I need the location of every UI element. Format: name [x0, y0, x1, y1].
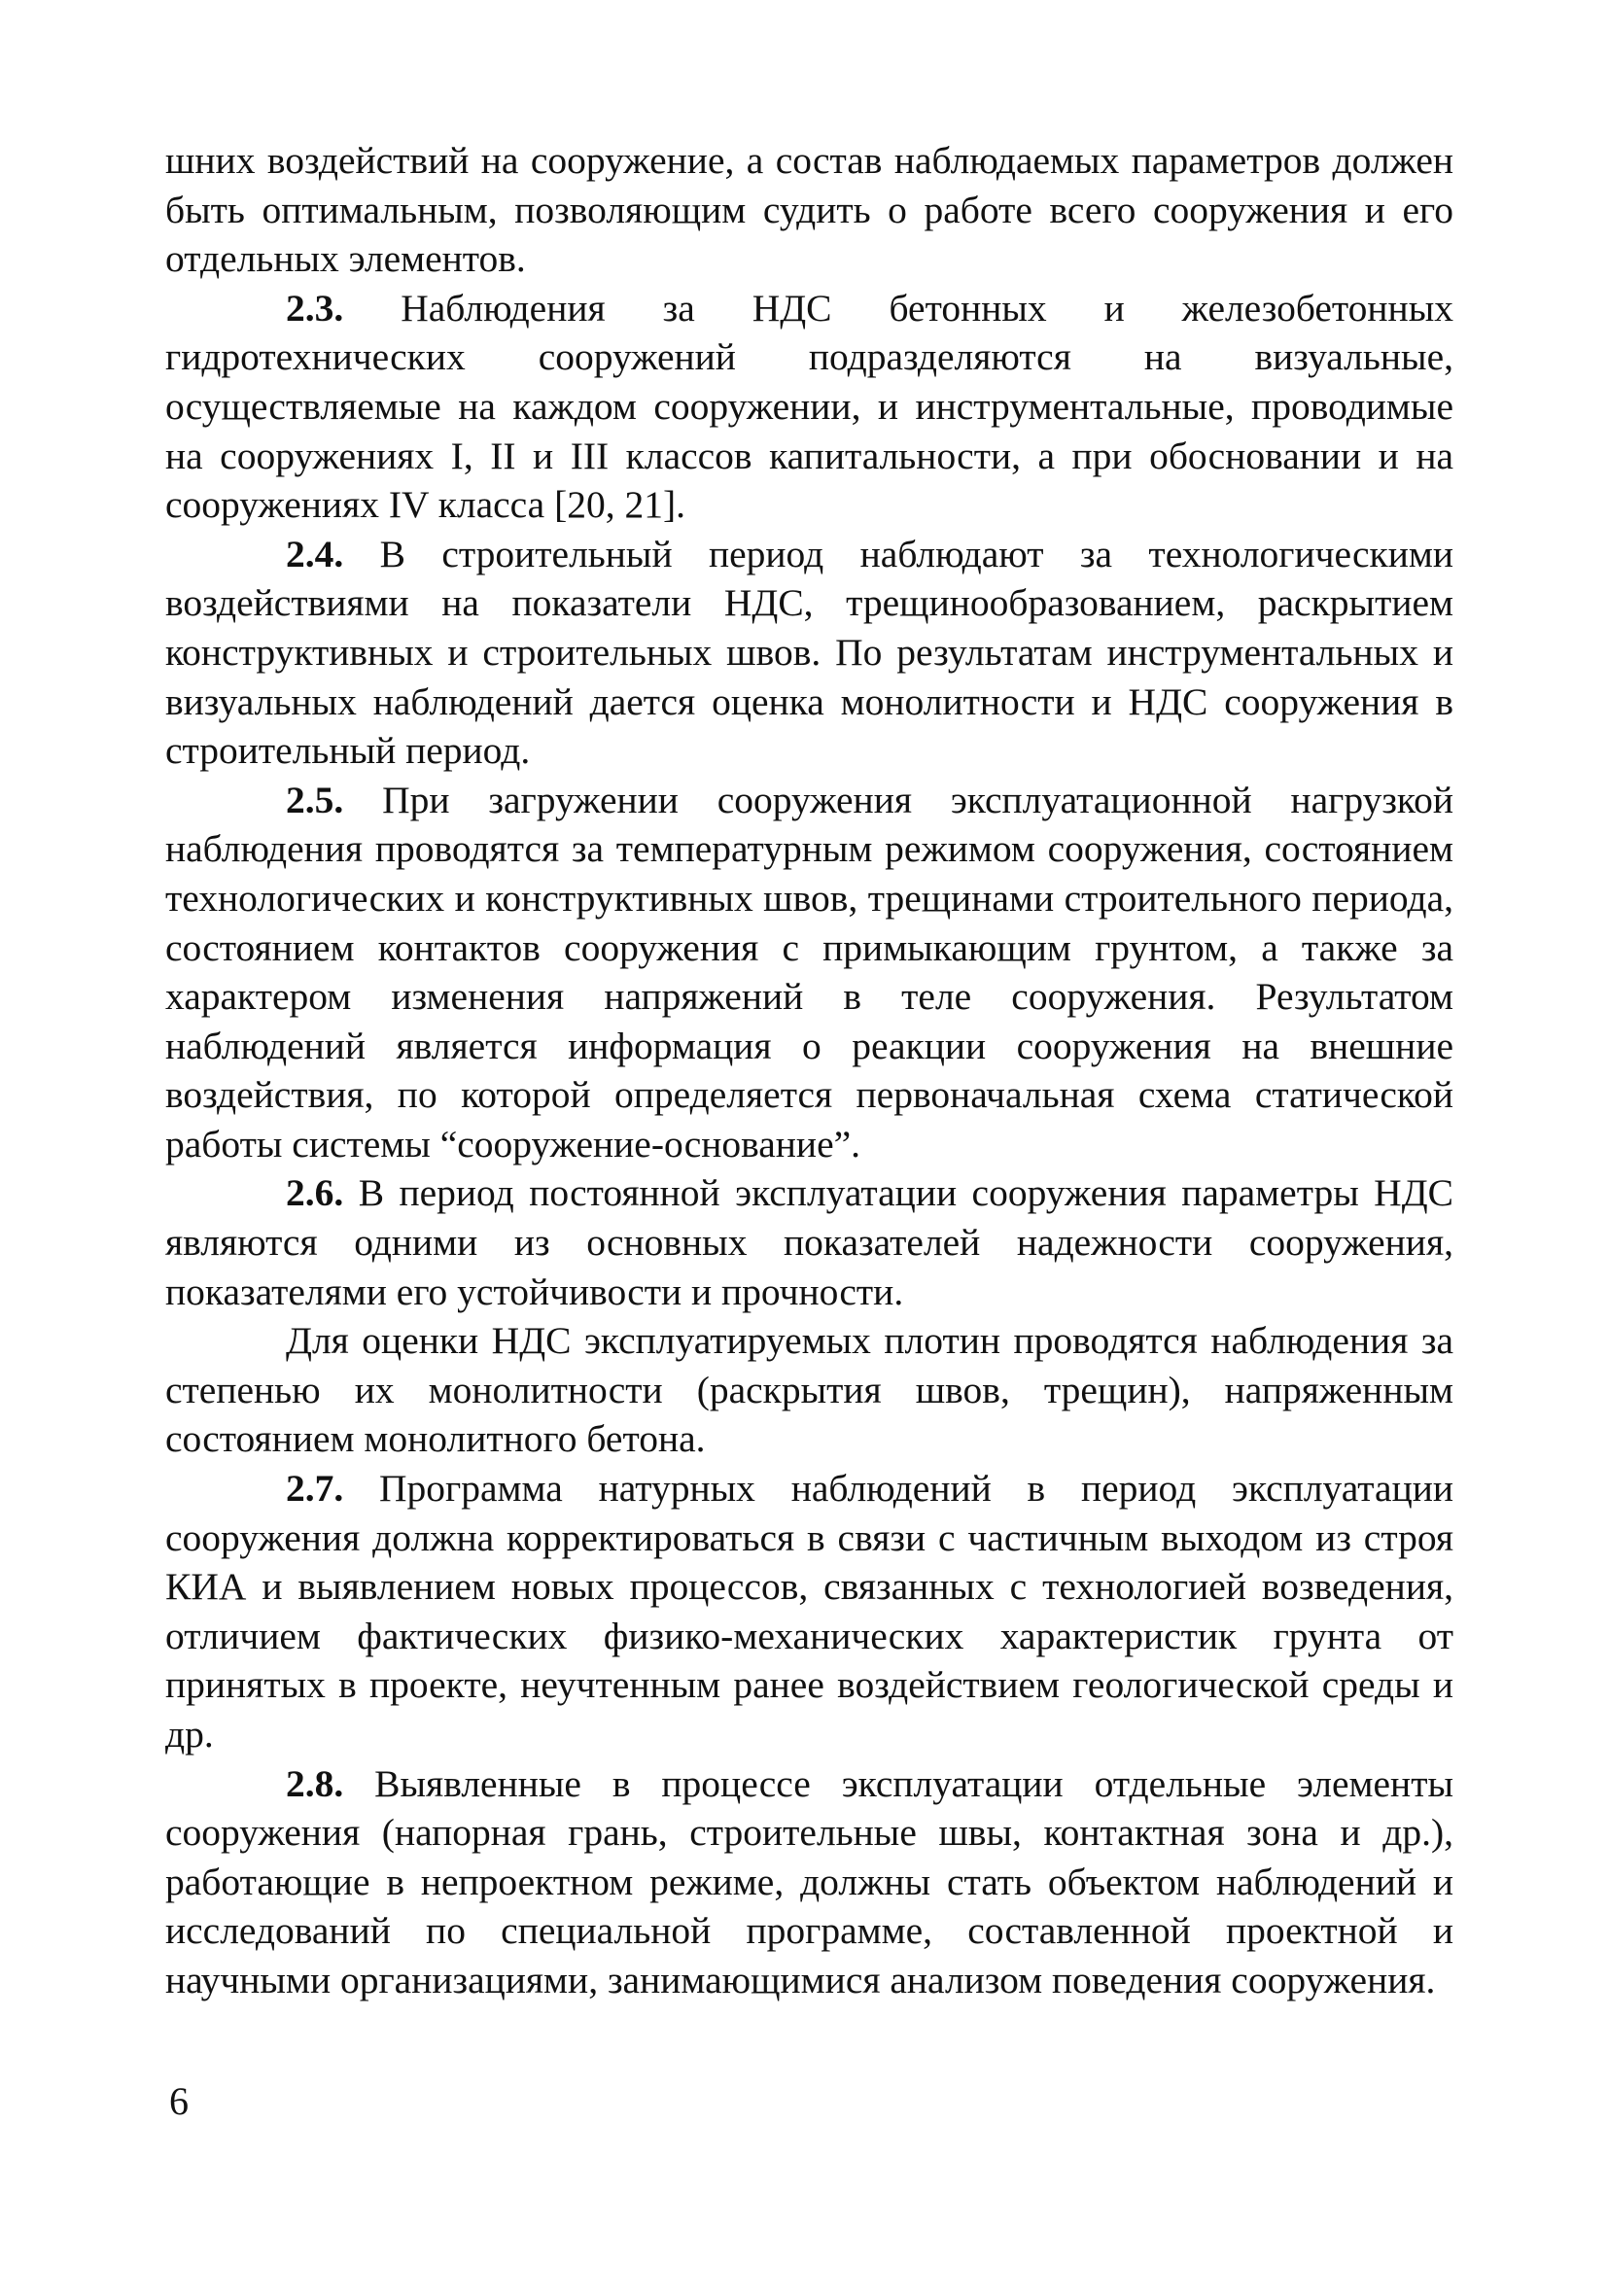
- section-number: 2.6.: [286, 1171, 344, 1215]
- paragraph-2-6-continued: [165, 1316, 1453, 1464]
- paragraph-text: Выявленные в процессе эксплуатации отдельные элементы сооружения (напорная грань, строительные швы, контактная зона и др.), работающие в непроектном режиме, должны стать объектом наблюдений и исследований по специальной программе, составленной проектной и научными организациями, занимающимися анализом поведения сооружения.: [165, 1761, 1453, 2001]
- section-number: 2.3.: [286, 286, 344, 330]
- paragraph-2-5: [165, 776, 1453, 1169]
- section-number: 2.4.: [286, 532, 344, 575]
- paragraph-text: Наблюдения за НДС бетонных и железобетонных гидротехнических сооружений подразделяются на визуальные, осуществляемые на каждом сооружении, и инструментальные, проводимые на сооружениях I, II и III классов капитальности, а при обосновании и на сооружениях IV класса [20, 21].: [165, 286, 1453, 527]
- paragraph-text: При загружении сооружения эксплуатационной нагрузкой наблюдения проводятся за температурным режимом сооружения, состоянием технологических и конструктивных швов, трещинами строительного периода, состоянием контактов сооружения с примыкающим грунтом, а также за характером изменения напряжений в теле сооружения. Результатом наблюдений является информация о реакции сооружения на внешние воздействия, по которой определяется первоначальная схема статической работы системы “сооружение-основание”.: [165, 778, 1453, 1165]
- paragraph-text: Программа натурных наблюдений в период эксплуатации сооружения должна корректироваться в связи с частичным выходом из строя КИА и выявлением новых процессов, связанных с технологией возведения, отличием фактических физико-механических характеристик грунта от принятых в проекте, неучтенным ранее воздействием геологической среды и др.: [165, 1467, 1453, 1756]
- paragraph-2-3: [165, 284, 1453, 530]
- page-number: 6: [169, 2079, 189, 2123]
- paragraph-continuation: [165, 136, 1453, 284]
- paragraph-2-6: [165, 1168, 1453, 1316]
- paragraph-text: шних воздействий на сооружение, а состав наблюдаемых параметров должен быть оптимальным, позволяющим судить о работе всего сооружения и его отдельных элементов.: [165, 139, 1453, 281]
- paragraph-2-7: [165, 1464, 1453, 1759]
- paragraph-text: Для оценки НДС эксплуатируемых плотин проводятся наблюдения за степенью их монолитности (раскрытия швов, трещин), напряженным состоянием монолитного бетона.: [165, 1319, 1453, 1461]
- document-body: [165, 136, 1453, 2005]
- section-number: 2.8.: [286, 1761, 344, 1805]
- section-number: 2.5.: [286, 778, 344, 821]
- paragraph-2-4: [165, 530, 1453, 776]
- paragraph-text: В строительный период наблюдают за технологическими воздействиями на показатели НДС, трещинообразованием, раскрытием конструктивных и строительных швов. По результатам инструментальных и визуальных наблюдений дается оценка монолитности и НДС сооружения в строительный период.: [165, 532, 1453, 773]
- paragraph-2-8: [165, 1759, 1453, 2005]
- paragraph-text: В период постоянной эксплуатации сооружения параметры НДС являются одними из основных показателей надежности сооружения, показателями его устойчивости и прочности.: [165, 1171, 1453, 1313]
- section-number: 2.7.: [286, 1467, 344, 1511]
